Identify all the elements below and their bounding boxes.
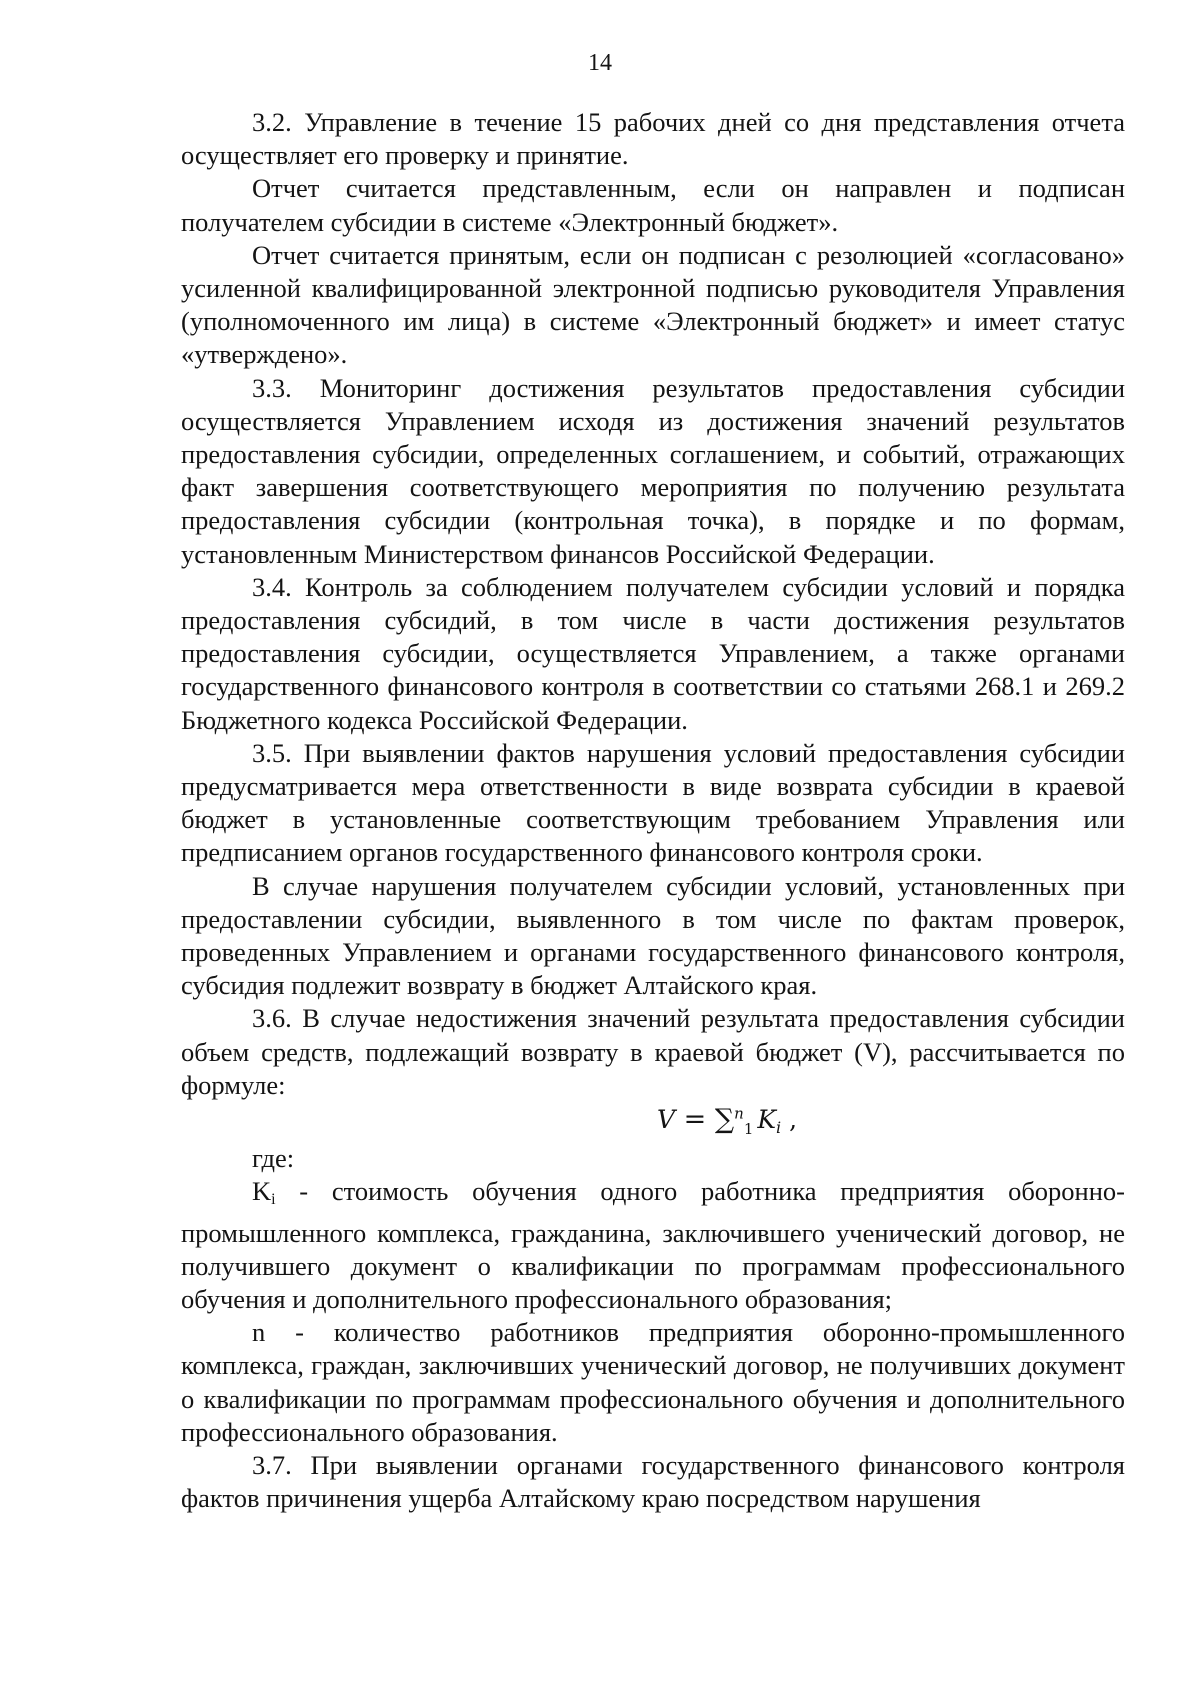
ki-symbol: K bbox=[252, 1176, 272, 1207]
paragraph-report-accepted: Отчет считается принятым, если он подписан с резолюцией «согласовано» усиленной квалифицированной электронной подписью руководителя Управления (уполномоченного им лица) в системе «Электронный бюджет» и имеет статус «утверждено». bbox=[181, 239, 1125, 370]
paragraph-3-5: 3.5. При выявлении фактов нарушения условий предоставления субсидии предусматривается мера ответственности в виде возврата субсидии в краевой бюджет в установленные соответствующим требованием Управления или предписанием органов государственного финансового контроля сроки. bbox=[181, 737, 1125, 868]
paragraph-3-2: 3.2. Управление в течение 15 рабочих дней со дня представления отчета осуществляет его проверку и принятие. bbox=[181, 107, 1125, 171]
formula-term: K bbox=[757, 1105, 777, 1135]
formula-trailing: , bbox=[781, 1105, 798, 1135]
where-label: где: bbox=[252, 1143, 295, 1174]
formula-equals: = bbox=[675, 1104, 715, 1136]
definition-n: n - количество работников предприятия оборонно-промышленного комплекса, граждан, заключивших ученический договор, не получивших документ о квалификации по программам профессионального обучения и дополнительного профессионального образования. bbox=[181, 1317, 1125, 1447]
formula-block bbox=[181, 1102, 1125, 1142]
definition-ki bbox=[181, 1175, 1125, 1316]
paragraph-3-6: 3.6. В случае недостижения значений результата предоставления субсидии объем средств, подлежащий возврату в краевой бюджет (V), рассчитывается по формуле: bbox=[181, 1003, 1125, 1100]
formula-expression bbox=[657, 1102, 797, 1146]
ki-symbol-index: i bbox=[271, 1191, 276, 1209]
page-number: 14 bbox=[588, 50, 612, 76]
ki-definition-text: - стоимость обучения одного работника предприятия оборонно-промышленного комплекса, гражданина, заключившего ученический договор, не получившего документ о квалификации по программам профессионального обучения и дополнительного профессионального образования; bbox=[181, 1176, 1125, 1314]
paragraph-3-4: 3.4. Контроль за соблюдением получателем субсидии условий и порядка предоставления субсидий, в том числе в части достижения результатов предоставления субсидии, осуществляется Управлением, а также органами государственного финансового контроля в соответствии со статьями 268.1 и 269.2 Бюджетного кодекса Российской Федерации. bbox=[181, 571, 1125, 735]
sum-upper-limit: n bbox=[734, 1104, 744, 1123]
document-body bbox=[181, 106, 1125, 1515]
paragraph-violation-return: В случае нарушения получателем субсидии условий, установленных при предоставлении субсидии, выявленного в том числе по фактам проверок, проведенных Управлением и органами государственного финансового контроля, субсидия подлежит возврату в бюджет Алтайского края. bbox=[181, 870, 1125, 1001]
paragraph-3-7: 3.7. При выявлении органами государственного финансового контроля фактов причинения ущерба Алтайскому краю посредством нарушения bbox=[181, 1449, 1125, 1514]
sum-lower-limit: 1 bbox=[743, 1120, 754, 1139]
formula-term-index: i bbox=[776, 1118, 782, 1138]
paragraph-3-3: 3.3. Мониторинг достижения результатов предоставления субсидии осуществляется Управлением исходя из достижения значений результатов предоставления субсидии, определенных соглашением, и событий, отражающих факт завершения соответствующего мероприятия по получению результата предоставления субсидии (контрольная точка), в порядке и по формам, установленным Министерством финансов Российской Федерации. bbox=[181, 372, 1125, 569]
paragraph-report-submitted: Отчет считается представленным, если он направлен и подписан получателем субсидии в системе «Электронный бюджет». bbox=[181, 173, 1125, 237]
sum-symbol: ∑ bbox=[714, 1104, 735, 1136]
formula-lhs: V bbox=[657, 1105, 676, 1135]
